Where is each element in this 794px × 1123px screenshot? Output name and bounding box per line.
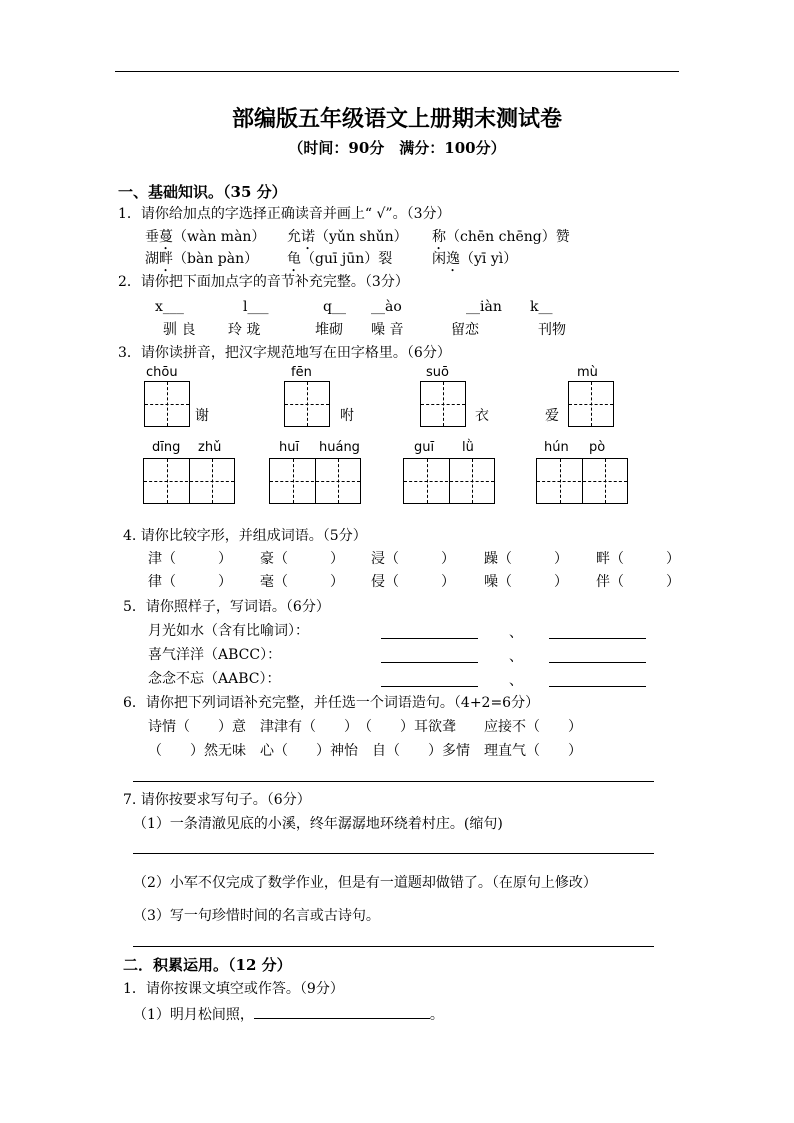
q7-s2: （2）小军不仅完成了数学作业，但是有一道题却做错了。（在原句上修改） — [133, 875, 597, 891]
q6-row-2: （ ）然无味 心（ ）神怡 自（ ）多情 理直气（ ） — [148, 743, 582, 759]
q6-row-1: 诗情（ ）意 津津有（ ） （ ）耳欲聋 应接不（ ） — [148, 719, 582, 735]
s2-q1-prompt: 1．请你按课文填空或作答。（9分） — [123, 981, 344, 997]
q3-char-4: 爱 — [545, 408, 559, 424]
q1-item-3: 称（chēn chēng）赞 — [432, 229, 570, 245]
q3-pinyin-6b: huáng — [319, 440, 360, 455]
q5-sep-3: 、 — [509, 673, 523, 689]
q1-prompt: 1．请你给加点的字选择正确读音并画上“ √”。（3分） — [118, 206, 451, 222]
header-rule — [115, 71, 679, 72]
tianzige-box-2[interactable] — [284, 381, 330, 427]
q4-r1-3: 浸（ ） — [371, 551, 455, 567]
q4-r1-5: 畔（ ） — [596, 551, 680, 567]
q7-answer-line-1[interactable] — [133, 853, 654, 854]
q5-prompt: 5．请你照样子，写词语。（6分） — [123, 599, 330, 615]
tianzige-box-4[interactable] — [568, 381, 614, 427]
tianzige-double-4[interactable] — [536, 458, 628, 504]
q3-pinyin-7b: lǜ — [462, 440, 474, 455]
q3-pinyin-8a: hún — [544, 440, 569, 455]
q4-r2-4: 噪（ ） — [484, 574, 568, 590]
q5-item-1: 月光如水（含有比喻词）： — [148, 623, 309, 639]
q2-word-4: 噪 音 — [371, 322, 404, 338]
q4-r1-2: 豪（ ） — [260, 551, 344, 567]
q6-prompt: 6．请你把下列词语补充完整，并任选一个词语造句。（4+2=6分） — [123, 695, 540, 711]
q3-pinyin-8b: pò — [589, 440, 606, 455]
q5-answer-3a[interactable] — [381, 686, 478, 687]
q3-prompt: 3．请你读拼音，把汉字规范地写在田字格里。（6分） — [118, 345, 451, 361]
q5-answer-2b[interactable] — [549, 662, 646, 663]
q5-sep-1: 、 — [509, 625, 523, 641]
q2-syllable-5: __iàn — [466, 299, 502, 315]
q2-syllable-4: __ào — [371, 299, 402, 315]
q2-syllable-2: l___ — [243, 299, 269, 315]
q3-pinyin-2: fēn — [291, 365, 312, 380]
q5-answer-2a[interactable] — [381, 662, 478, 663]
q7-s1: （1）一条清澈见底的小溪，终年潺潺地环绕着村庄。(缩句) — [133, 816, 503, 832]
q4-r1-4: 躁（ ） — [484, 551, 568, 567]
q1-item-1: 垂蔓（wàn màn） — [145, 229, 266, 245]
q5-answer-1b[interactable] — [549, 638, 646, 639]
q1-item-6: 闲逸（yī yì） — [432, 251, 518, 267]
s2-q1-answer-blank[interactable] — [254, 1004, 430, 1019]
q3-pinyin-4: mù — [577, 365, 598, 380]
tianzige-box-1[interactable] — [144, 381, 190, 427]
q3-char-3: 衣 — [475, 408, 489, 424]
q5-item-3: 念念不忘（AABC）： — [148, 671, 281, 687]
q3-char-1: 谢 — [195, 408, 209, 424]
q3-pinyin-1: chōu — [146, 365, 178, 380]
q5-sep-2: 、 — [509, 649, 523, 665]
q3-char-2: 咐 — [340, 408, 354, 424]
q4-r2-3: 侵（ ） — [371, 574, 455, 590]
q2-syllable-1: x___ — [155, 299, 184, 315]
q3-pinyin-5b: zhǔ — [198, 440, 222, 455]
q1-item-2: 允诺（yǔn shǔn） — [287, 229, 408, 245]
q7-answer-line-3[interactable] — [133, 946, 654, 947]
q3-pinyin-7a: guī — [414, 440, 435, 455]
q4-r2-1: 律（ ） — [148, 574, 232, 590]
q2-syllable-6: k__ — [530, 299, 553, 315]
q2-word-3: 堆砌 — [315, 322, 343, 338]
q2-word-5: 留恋 — [451, 322, 479, 338]
q6-answer-line[interactable] — [133, 781, 654, 782]
tianzige-box-3[interactable] — [420, 381, 466, 427]
q4-r2-5: 伴（ ） — [596, 574, 680, 590]
q3-pinyin-5a: dīng — [152, 440, 181, 455]
page-title: 部编版五年级语文上册期末测试卷 — [231, 106, 562, 132]
q4-r1-1: 津（ ） — [148, 551, 232, 567]
q2-syllable-3: q__ — [323, 299, 346, 315]
tianzige-double-2[interactable] — [269, 458, 361, 504]
q4-r2-2: 毫（ ） — [260, 574, 344, 590]
section2-heading: 二．积累运用。（12 分） — [123, 956, 292, 974]
tianzige-double-3[interactable] — [403, 458, 495, 504]
q5-answer-3b[interactable] — [549, 686, 646, 687]
s2-q1-s1: （1）明月松间照， 。 — [133, 1004, 444, 1024]
q7-s3: （3）写一句珍惜时间的名言或古诗句。 — [133, 908, 380, 924]
section1-heading: 一、基础知识。（35 分） — [118, 183, 287, 201]
q2-word-1: 驯 良 — [163, 322, 196, 338]
q1-item-4: 湖畔（bàn pàn） — [145, 251, 259, 267]
page-subtitle: （时间：90分 满分：100分） — [288, 139, 506, 157]
q7-prompt: 7. 请你按要求写句子。（6分） — [123, 792, 311, 808]
tianzige-double-1[interactable] — [143, 458, 235, 504]
q2-word-2: 玲 珑 — [228, 322, 261, 338]
q5-item-2: 喜气洋洋（ABCC）： — [148, 647, 282, 663]
q5-answer-1a[interactable] — [381, 638, 478, 639]
q1-item-5: 龟（guī jūn）裂 — [287, 251, 393, 267]
q3-pinyin-6a: huī — [279, 440, 300, 455]
q2-prompt: 2．请你把下面加点字的音节补充完整。（3分） — [118, 274, 409, 290]
q2-word-6: 刊物 — [538, 322, 566, 338]
q3-pinyin-3: suō — [426, 365, 449, 380]
q4-prompt: 4. 请你比较字形，并组成词语。（5分） — [123, 528, 367, 544]
